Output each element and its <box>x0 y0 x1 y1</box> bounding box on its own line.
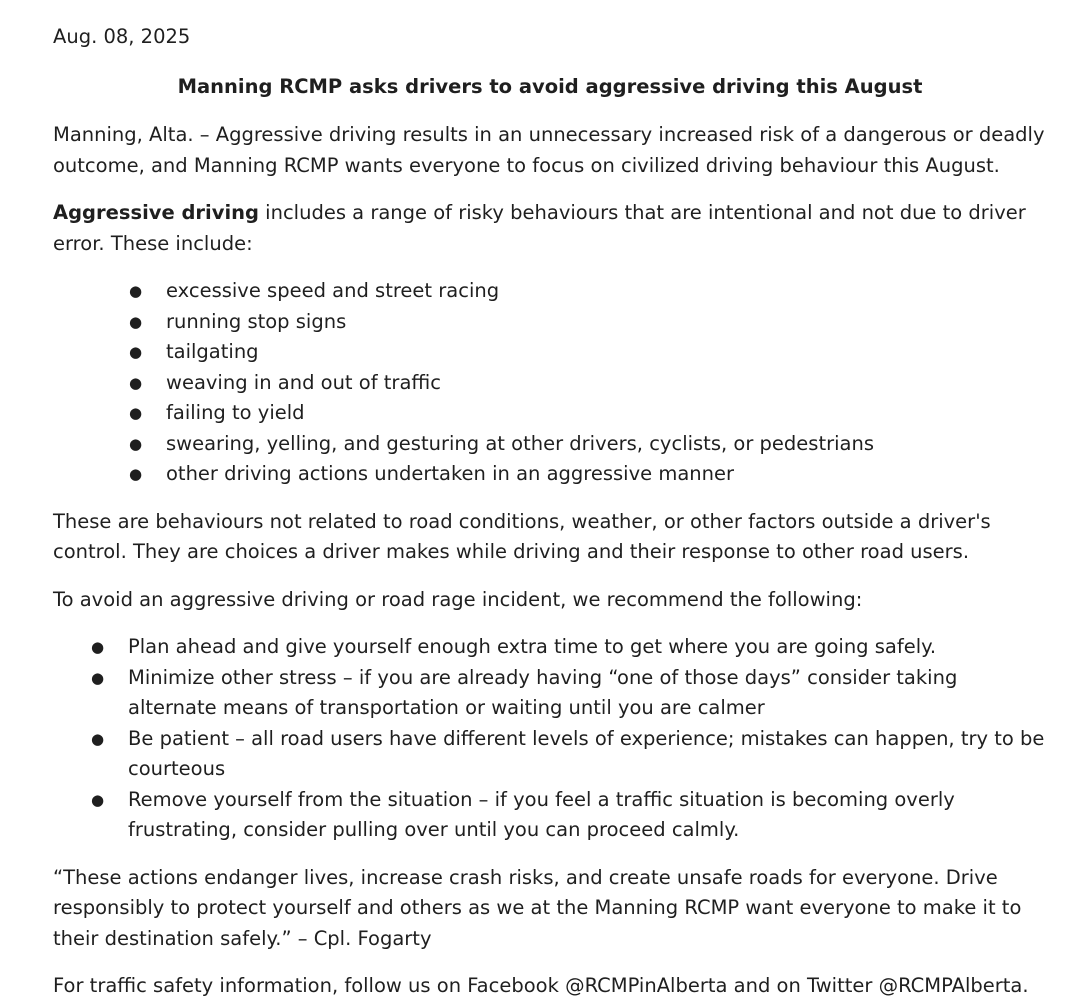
quote-paragraph: “These actions endanger lives, increase crash risks, and create unsafe roads for everyone. Drive responsibly to protect yourself and others as we at the Manning RCMP want everyone to make it to their destination safely.” – Cpl. Fogarty <box>53 865 1022 950</box>
list-item: ● Minimize other stress – if you are already having “one of those days” consider taking alternate means of transportation or waiting until you are calmer <box>128 663 1047 724</box>
footer-paragraph: For traffic safety information, follow us on Facebook @RCMPinAlberta and on Twitter @RCMPAlberta. <box>53 974 1029 997</box>
intro-paragraph: Manning, Alta. – Aggressive driving results in an unnecessary increased risk of a dangerous or deadly outcome, and Manning RCMP wants everyone to focus on civilized driving behaviour this August. <box>53 123 1045 177</box>
list-item: ● swearing, yelling, and gesturing at other drivers, cyclists, or pedestrians <box>166 429 1047 460</box>
list-item: ● Plan ahead and give yourself enough extra time to get where you are going safely. <box>128 632 1047 663</box>
release-title: Manning RCMP asks drivers to avoid aggressive driving this August <box>177 74 923 98</box>
definition-paragraph <box>53 198 1047 259</box>
list-item: ● failing to yield <box>166 398 1047 429</box>
list-item: ● Be patient – all road users have different levels of experience; mistakes can happen, try to be courteous <box>128 724 1047 785</box>
definition-text: includes a range of risky behaviours that are intentional and not due to driver error. These include: <box>53 201 1026 255</box>
list-item: ● running stop signs <box>166 307 1047 338</box>
list-item: ● tailgating <box>166 337 1047 368</box>
release-date: Aug. 08, 2025 <box>53 25 191 48</box>
list-item: ● weaving in and out of traffic <box>166 368 1047 399</box>
behaviours-list <box>53 276 1047 490</box>
list-item: ● excessive speed and street racing <box>166 276 1047 307</box>
list-item: ● Remove yourself from the situation – if you feel a traffic situation is becoming overly frustrating, consider pulling over until you can proceed calmly. <box>128 785 1047 846</box>
recommendations-list <box>53 632 1047 846</box>
definition-term: Aggressive driving <box>53 201 259 224</box>
recommend-intro-paragraph: To avoid an aggressive driving or road rage incident, we recommend the following: <box>53 587 863 611</box>
list-item: ● other driving actions undertaken in an aggressive manner <box>166 459 1047 490</box>
choices-paragraph: These are behaviours not related to road conditions, weather, or other factors outside a driver's control. They are choices a driver makes while driving and their response to other road users. <box>53 509 991 563</box>
